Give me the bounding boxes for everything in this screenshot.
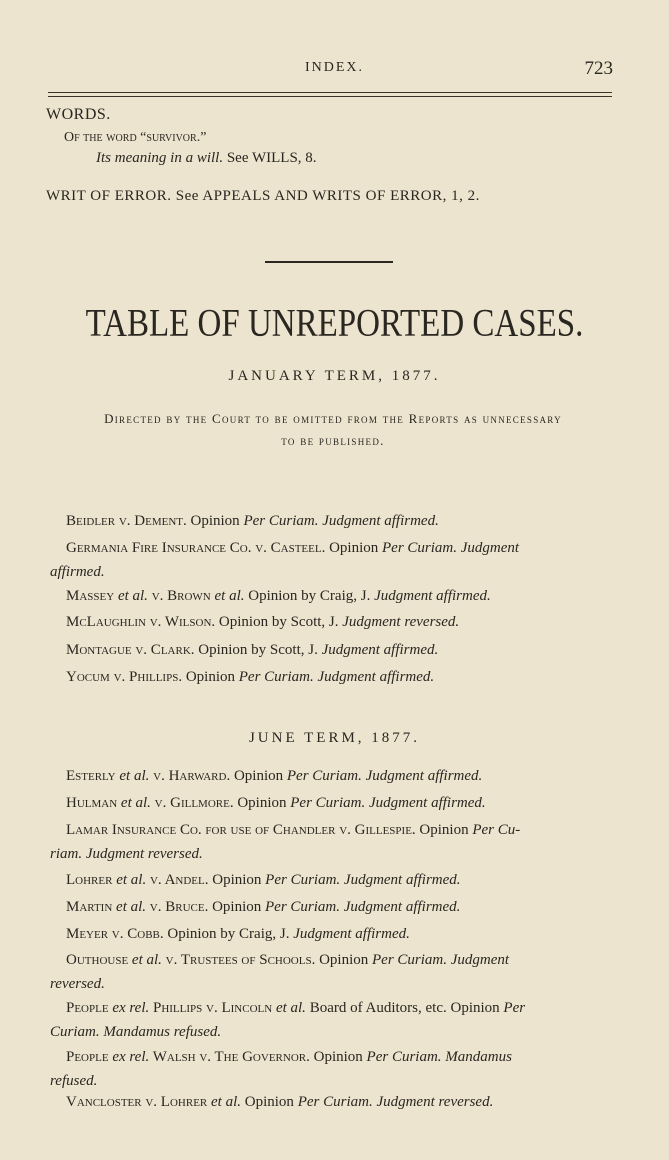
case-lamar-v-gillespie [66, 822, 520, 839]
case-per-curiam: Per Curiam. [372, 952, 448, 968]
case-montague-v-clark [66, 642, 438, 659]
case-opinion: Opinion by Scott, J. [194, 642, 318, 658]
case-per-curiam: Per Curiam. [265, 872, 341, 888]
case-per-curiam: Per Curiam. [290, 795, 366, 811]
case-people-v-lincoln [66, 1000, 525, 1017]
table-title: TABLE OF UNREPORTED CASES. [85, 302, 584, 346]
case-parties: McLaughlin v. Wilson. [66, 614, 216, 630]
case-yocum-v-phillips [66, 669, 434, 686]
case-judgment: Judgment reversed. [82, 846, 203, 862]
case-judgment: Judgment affirmed. [317, 642, 439, 658]
case-parties: Massey [66, 588, 118, 604]
case-parties: Yocum v. Phillips. [66, 669, 183, 685]
case-vancloster-v-lohrer [66, 1094, 493, 1111]
case-parties: Germania Fire Insurance Co. v. Casteel. [66, 540, 326, 556]
case-judgment: Mandamus [441, 1049, 512, 1065]
case-parties: v. Bruce. [146, 899, 209, 915]
case-judgment: Judgment reversed. [338, 614, 460, 630]
index-entry-writ-of-error: WRIT OF ERROR. See APPEALS AND WRITS OF ERROR, 1, 2. [46, 188, 480, 204]
case-parties: Beidler v. Dement. [66, 513, 187, 529]
case-opinion: Opinion [309, 1049, 367, 1065]
case-parties: Lohrer [66, 872, 117, 888]
case-opinion: Opinion by Craig, J. [244, 588, 371, 604]
case-parties: Meyer v. Cobb. [66, 926, 164, 942]
case-people-v-governor [66, 1049, 512, 1066]
case-parties: Phillips v. Lincoln [149, 1000, 276, 1016]
case-parties: Martin [66, 899, 117, 915]
case-per-curiam: Per Curiam. [366, 1049, 442, 1065]
case-parties: v. Brown [147, 588, 215, 604]
case-parties: People [66, 1049, 113, 1065]
case-ex-rel: ex rel. [112, 1049, 150, 1065]
case-parties: Vancloster v. Lohrer [66, 1094, 212, 1110]
index-heading-words: WORDS. [46, 106, 111, 123]
directed-note-line-2: to be published. [281, 433, 385, 448]
case-parties: v. Harward. [149, 768, 231, 784]
case-opinion: Opinion [233, 795, 291, 811]
january-term-heading: JANUARY TERM, 1877. [228, 368, 441, 384]
case-judgment: Judgment affirmed. [289, 926, 410, 942]
case-parties: Outhouse [66, 952, 132, 968]
case-opinion: Opinion [186, 513, 244, 529]
case-et-al: et al. [119, 768, 150, 784]
case-judgment: Judgment [457, 540, 520, 556]
case-parties: Hulman [66, 795, 121, 811]
june-term-heading: JUNE TERM, 1877. [248, 730, 421, 746]
case-per-curiam: Per Curiam. [297, 1094, 373, 1110]
case-germania-continuation: affirmed. [50, 564, 105, 580]
directed-note [48, 408, 618, 452]
case-judgment: Judgment affirmed. [313, 669, 435, 685]
case-et-al: et al. [116, 872, 147, 888]
case-judgment: Judgment affirmed. [318, 513, 439, 529]
case-per-curiam: Per Curiam. [286, 768, 362, 784]
case-opinion: Opinion [182, 669, 239, 685]
header-rule-thin [48, 96, 612, 97]
case-parties: Esterly [66, 768, 120, 784]
case-judgment: Judgment affirmed. [365, 795, 486, 811]
case-per-curiam: Per Curiam. [382, 540, 458, 556]
case-parties: People [66, 1000, 113, 1016]
header-rule-thick [48, 92, 612, 93]
case-judgment: Judgment affirmed. [361, 768, 483, 784]
case-per-curiam: Per [503, 1000, 526, 1016]
case-mclaughlin-v-wilson [66, 614, 459, 631]
case-meyer-v-cobb [66, 926, 410, 943]
case-massey-v-brown [66, 588, 491, 605]
case-parties: Walsh v. The Governor. [149, 1049, 310, 1065]
case-opinion: Opinion [446, 1000, 504, 1016]
index-entry-will [96, 150, 317, 167]
case-opinion: Opinion [325, 540, 383, 556]
case-et-al: et al. [214, 588, 245, 604]
case-esterly-v-harward [66, 768, 482, 785]
case-opinion: Opinion [315, 952, 373, 968]
case-parties: Montague v. Clark. [66, 642, 195, 658]
case-martin-v-bruce [66, 899, 460, 916]
page-number: 723 [584, 58, 613, 79]
case-per-curiam: riam. [50, 846, 83, 862]
section-divider-rule [265, 261, 393, 263]
case-opinion: Opinion [415, 822, 473, 838]
directed-note-line-1: Directed by the Court to be omitted from the Reports as unnecessary [104, 411, 562, 426]
case-hulman-v-gillmore [66, 795, 486, 812]
case-et-al: et al. [275, 1000, 306, 1016]
case-opinion: Opinion by Craig, J. [163, 926, 290, 942]
case-et-al: et al. [116, 899, 147, 915]
case-germania-v-casteel [66, 540, 519, 557]
case-et-al: et al. [120, 795, 151, 811]
case-opinion: Opinion [230, 768, 287, 784]
case-opinion: Opinion [208, 899, 266, 915]
case-et-al: et al. [131, 952, 162, 968]
case-lamar-continuation [50, 846, 203, 863]
case-per-curiam: Per Curiam. [265, 899, 341, 915]
entry-reference: See WILLS, 8. [223, 150, 317, 166]
case-people-governor-continuation: refused. [50, 1073, 98, 1089]
case-per-curiam: Per Curiam. [243, 513, 319, 529]
case-parties: v. Gillmore. [150, 795, 234, 811]
case-judgment: Judgment [447, 952, 510, 968]
case-people-lincoln-continuation: Curiam. Mandamus refused. [50, 1024, 222, 1040]
case-judgment: Judgment affirmed. [340, 872, 461, 888]
case-parties: Lamar Insurance Co. for use of Chandler v. Gillespie. [66, 822, 416, 838]
case-parties: v. Andel. [146, 872, 209, 888]
case-judgment: Judgment reversed. [372, 1094, 494, 1110]
case-opinion: Opinion [208, 872, 266, 888]
case-lohrer-v-andel [66, 872, 461, 889]
case-per-curiam: Per Curiam. [238, 669, 314, 685]
case-per-curiam: Per Cu- [472, 822, 521, 838]
case-judgment: Judgment affirmed. [340, 899, 461, 915]
running-header-title: INDEX. [304, 60, 365, 75]
case-parties: Board of Auditors, etc. [305, 1000, 447, 1016]
case-opinion: Opinion [241, 1094, 298, 1110]
case-parties: v. Trustees of Schools. [161, 952, 316, 968]
entry-italic: Its meaning in a will. [96, 150, 224, 166]
case-ex-rel: ex rel. [112, 1000, 150, 1016]
case-et-al: et al. [117, 588, 148, 604]
case-beidler-v-dement [66, 513, 439, 530]
case-outhouse-v-trustees [66, 952, 509, 969]
index-subheading-survivor: Of the word “survivor.” [64, 130, 207, 145]
case-opinion: Opinion by Scott, J. [215, 614, 339, 630]
case-outhouse-continuation: reversed. [50, 976, 105, 992]
case-judgment: Judgment affirmed. [370, 588, 491, 604]
case-et-al: et al. [211, 1094, 242, 1110]
